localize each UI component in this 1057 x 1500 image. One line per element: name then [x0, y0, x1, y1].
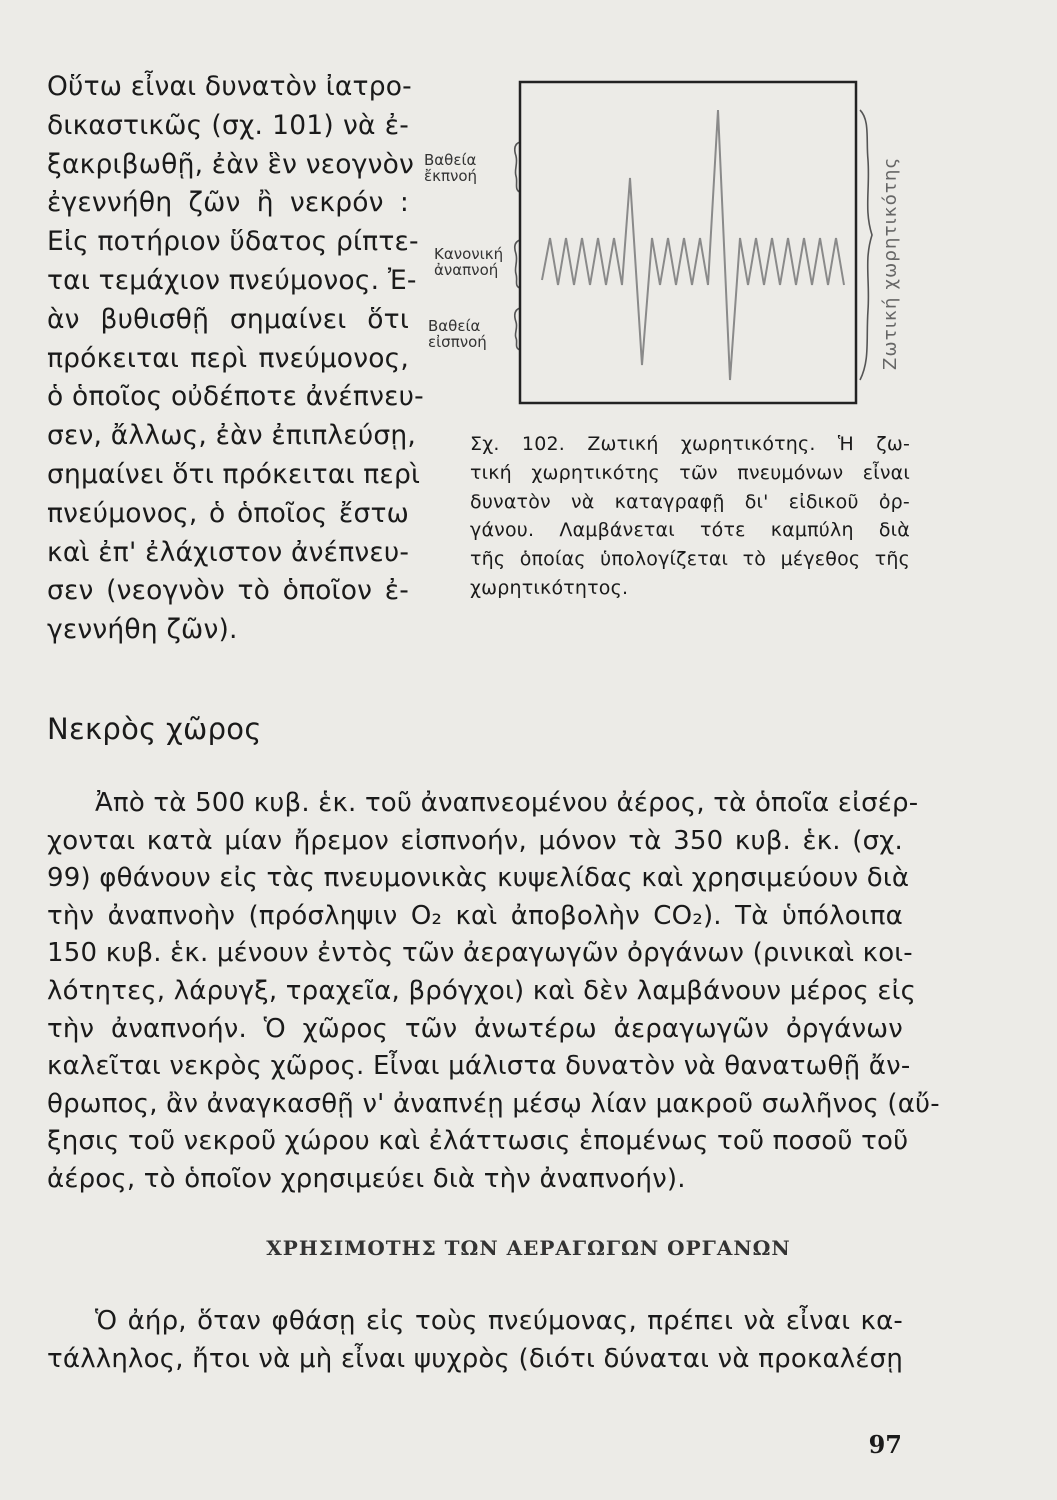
section-title: Νεκρὸς χῶρος: [47, 712, 262, 746]
text-line: ὁ ὁποῖος οὐδέποτε ἀνέπνευ-: [47, 381, 424, 413]
brace-vital-capacity: [860, 110, 872, 380]
text-line: καλεῖται νεκρὸς χῶρος. Εἶναι μάλιστα δυνατὸν νὰ θανατωθῇ ἄν-: [47, 1051, 911, 1082]
text-line: 150 κυβ. ἑκ. μένουν ἐντὸς τῶν ἀεραγωγῶν ὀργάνων (ρινικαὶ κοι-: [47, 938, 913, 969]
text-line: Ἀπὸ τὰ 500 κυβ. ἑκ. τοῦ ἀναπνεομένου ἀέρος, τὰ ὁποῖα εἰσέρ-: [95, 788, 919, 818]
text-line: σεν, ἄλλως, ἐὰν ἐπιπλεύσῃ,: [47, 420, 416, 452]
text-line: ται τεμάχιον πνεύμονος. Ἐ-: [47, 264, 417, 296]
caption-line: τική χωρητικότης τῶν πνευμόνων εἶναι: [470, 461, 910, 484]
text-line: καὶ ἐπ' ἐλάχιστον ἀνέπνευ-: [47, 536, 410, 568]
text-line: χονται κατὰ μίαν ἤρεμον εἰσπνοήν, μόνον τὰ 350 κυβ. ἑκ. (σχ.: [47, 825, 903, 856]
section-body: [47, 785, 940, 1199]
label-normal-breath: Κανονική ἀναπνοή: [434, 245, 504, 279]
label-deep-exhale: Βαθεία ἔκπνοή: [424, 151, 478, 185]
text-line: τὴν ἀναπνοὴν (πρόσληψιν O₂ καὶ ἀποβολὴν CO₂). Τὰ ὑπόλοιπα: [47, 900, 903, 931]
caption-line: Σχ. 102. Ζωτική χωρητικότης. Ἡ ζω-: [470, 433, 910, 455]
spirogram: [420, 80, 890, 410]
text-line: σεν (νεογνὸν τὸ ὁποῖον ἐ-: [47, 575, 409, 607]
text-line: ἀέρος, τὸ ὁποῖον χρησιμεύει διὰ τὴν ἀναπνοήν).: [47, 1163, 686, 1194]
label-deep-inhale: Βαθεία εἰσπνοή: [428, 317, 487, 351]
text-line: ξησις τοῦ νεκροῦ χώρου καὶ ἐλάττωσις ἑπομένως τοῦ ποσοῦ τοῦ: [47, 1126, 909, 1157]
text-line: τὴν ἀναπνοήν. Ὁ χῶρος τῶν ἀνωτέρω ἀεραγωγῶν ὀργάνων: [47, 1013, 903, 1044]
closing-paragraph: [47, 1303, 903, 1378]
text-line: πνεύμονος, ὁ ὁποῖος ἔστω: [47, 497, 409, 529]
text-line: ξακριβωθῇ, ἐὰν ἓν νεογνὸν: [47, 148, 415, 180]
vital-capacity-side-label: Ζωτική χωρητικότης: [880, 156, 901, 370]
text-line: θρωπος, ἂν ἀναγκασθῇ ν' ἀναπνέῃ μέσῳ λίαν μακροῦ σωλῆνος (αὔ-: [47, 1088, 940, 1119]
caption-line: χωρητικότητος.: [470, 576, 629, 599]
text-line: Ὁ ἀήρ, ὅταν φθάσῃ εἰς τοὺς πνεύμονας, πρέπει νὰ εἶναι κα-: [95, 1306, 903, 1336]
text-line: λότητες, λάρυγξ, τραχεῖα, βρόγχοι) καὶ δὲν λαμβάνουν μέρος εἰς: [47, 975, 917, 1006]
left-column-text: [47, 68, 424, 650]
caption-line: γάνου. Λαμβάνεται τότε καμπύλη διὰ: [470, 519, 910, 542]
text-line: Οὕτω εἶναι δυνατὸν ἰατρο-: [47, 71, 412, 102]
text-line: 99) φθάνουν εἰς τὰς πνευμονικὰς κυψελίδας καὶ χρησιμεύουν διὰ: [47, 863, 910, 894]
breathing-trace: [542, 110, 844, 380]
text-line: ἐγεννήθη ζῶν ἢ νεκρόν :: [47, 187, 409, 219]
vital-capacity-figure: [420, 80, 901, 410]
text-line: τάλληλος, ἤτοι νὰ μὴ εἶναι ψυχρὸς (διότι δύναται νὰ προκαλέσῃ: [47, 1343, 903, 1374]
text-line: γεννήθη ζῶν).: [47, 614, 238, 646]
subheading: ΧΡΗΣΙΜΟΤΗΣ ΤΩΝ ΑΕΡΑΓΩΓΩΝ ΟΡΓΑΝΩΝ: [266, 1236, 791, 1260]
text-line: σημαίνει ὅτι πρόκειται περὶ: [47, 458, 421, 490]
figure-caption: [470, 430, 910, 603]
text-line: πρόκειται περὶ πνεύμονος,: [47, 342, 409, 374]
page-number: 97: [868, 1430, 902, 1459]
text-line: δικαστικῶς (σχ. 101) νὰ ἐ-: [47, 109, 409, 141]
caption-line: τῆς ὁποίας ὑπολογίζεται τὸ μέγεθος τῆς: [470, 548, 910, 571]
caption-line: δυνατὸν νὰ καταγραφῇ δι' εἰδικοῦ ὀρ-: [470, 490, 910, 513]
text-line: ὰν βυθισθῇ σημαίνει ὅτι: [47, 303, 409, 335]
text-line: Εἰς ποτήριον ὕδατος ρίπτε-: [47, 226, 419, 258]
